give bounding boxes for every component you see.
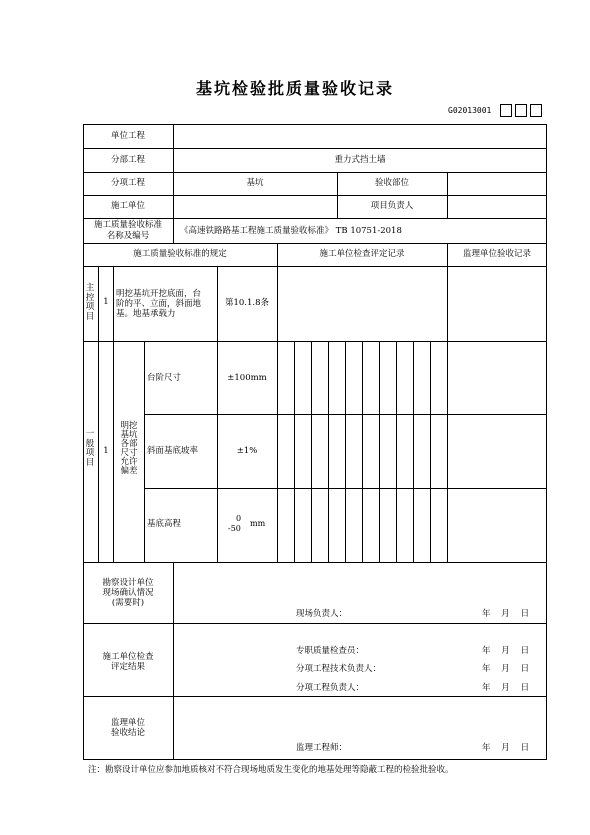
main-control-label: 主控项目 (85, 283, 95, 322)
standard-value: 《高速铁路路基工程施工质量验收标准》 TB 10751-2018 (180, 226, 402, 236)
general-item-2-tolerance: ±1% (236, 446, 258, 456)
grid-line (328, 341, 329, 562)
general-item-2-name: 斜面基底坡率 (147, 446, 199, 456)
row-line (83, 243, 547, 244)
row-line (83, 266, 547, 267)
general-item-3-tol-unit: mm (250, 519, 266, 528)
grid-line (311, 341, 312, 562)
project-leader-label: 项目负责人 (370, 201, 414, 211)
contractor-date-2: 年 月 日 (482, 664, 530, 674)
form-code: G02013001 (448, 106, 492, 115)
main-control-num: 1 (103, 297, 109, 307)
contractor-sign-1: 专职质量检查员： (296, 646, 365, 656)
unit-project-label: 单位工程 (110, 131, 146, 141)
row-line (83, 341, 547, 342)
contractor-label-1: 施工单位检查 (102, 652, 154, 662)
supervisor-record-header: 监理单位验收记录 (462, 249, 532, 259)
grid-line (362, 341, 363, 562)
general-item-3-tol-lower: -50 (228, 524, 241, 533)
row-line (83, 195, 547, 196)
col-line (447, 243, 448, 562)
supervisor-sign-label: 监理工程师： (296, 743, 348, 753)
supervisor-date: 年 月 日 (482, 743, 530, 753)
subitem-value[interactable]: 基坑 (246, 178, 264, 188)
subitem-label: 分项工程 (110, 178, 146, 188)
col-line (173, 124, 174, 243)
contractor-date-3: 年 月 日 (482, 683, 530, 693)
col-line (277, 341, 278, 562)
survey-label-1: 勘察设计单位 (102, 578, 154, 588)
general-item-1-name: 台阶尺寸 (147, 373, 182, 383)
grid-line (379, 341, 380, 562)
code-box-2[interactable] (515, 104, 527, 117)
general-label: 一般项目 (85, 429, 95, 468)
row-line (83, 218, 547, 219)
main-control-clause: 第10.1.8条 (224, 298, 270, 308)
col-line (337, 172, 338, 218)
grid-line (396, 341, 397, 562)
main-control-text-3: 基。地基承载力 (116, 309, 176, 319)
col-line (113, 266, 114, 562)
code-box-3[interactable] (530, 104, 542, 117)
row-line (83, 696, 547, 697)
general-group: 明挖基坑各部尺寸允许偏差 (120, 421, 138, 476)
standard-label-line1: 施工质量验收标准 (93, 220, 163, 230)
row-line (83, 172, 547, 173)
grid-line (413, 341, 414, 562)
general-item-3-tol-upper: 0 (236, 514, 242, 523)
division-label: 分部工程 (110, 155, 146, 165)
construction-unit-label: 施工单位 (110, 201, 146, 211)
col-line (98, 266, 99, 562)
general-item-1-tolerance: ±100mm (227, 373, 267, 383)
unit-project-value[interactable] (176, 131, 544, 142)
grid-line (345, 341, 346, 562)
spec-header: 施工质量验收标准的规定 (133, 249, 227, 259)
supervisor-label-2: 验收结论 (110, 728, 146, 738)
main-control-text-2: 阶的平、立面，斜面地 (116, 299, 202, 309)
col-line (217, 341, 218, 562)
survey-label-2: 现场确认情况 (102, 588, 154, 598)
general-item-3-name: 基底高程 (147, 519, 182, 529)
contractor-record-header: 施工单位检查评定记录 (319, 249, 405, 259)
col-line (144, 341, 145, 562)
row-line (83, 562, 547, 563)
main-control-text-1: 明挖基坑开挖底面，台 (116, 289, 202, 299)
grid-line (294, 341, 295, 562)
division-value[interactable]: 重力式挡土墙 (334, 155, 386, 165)
code-box-1[interactable] (500, 104, 512, 117)
footnote: 注：勘察设计单位应参加地质核对不符合现场地质发生变化的地基处理等隐蔽工程的检验批验收。 (88, 765, 454, 775)
contractor-sign-3: 分项工程负责人： (296, 683, 365, 693)
contractor-label-2: 评定结果 (110, 662, 146, 672)
grid-line (430, 341, 431, 562)
col-line (173, 562, 174, 760)
col-line (217, 266, 218, 341)
survey-date: 年 月 日 (482, 609, 530, 619)
row-line (83, 623, 547, 624)
supervisor-label-1: 监理单位 (110, 718, 146, 728)
col-line (277, 243, 278, 341)
general-num: 1 (103, 446, 109, 456)
survey-label-3: (需要时) (111, 598, 145, 608)
survey-sign-label: 现场负责人： (296, 609, 348, 619)
row-line (83, 148, 547, 149)
standard-label-line2: 名称及编号 (106, 231, 150, 241)
acceptance-part-label: 验收部位 (374, 178, 410, 188)
contractor-date-1: 年 月 日 (482, 646, 530, 656)
form-title: 基坑检验批质量验收记录 (195, 79, 394, 98)
col-line (447, 172, 448, 218)
contractor-sign-2: 分项工程技术负责人： (296, 664, 382, 674)
